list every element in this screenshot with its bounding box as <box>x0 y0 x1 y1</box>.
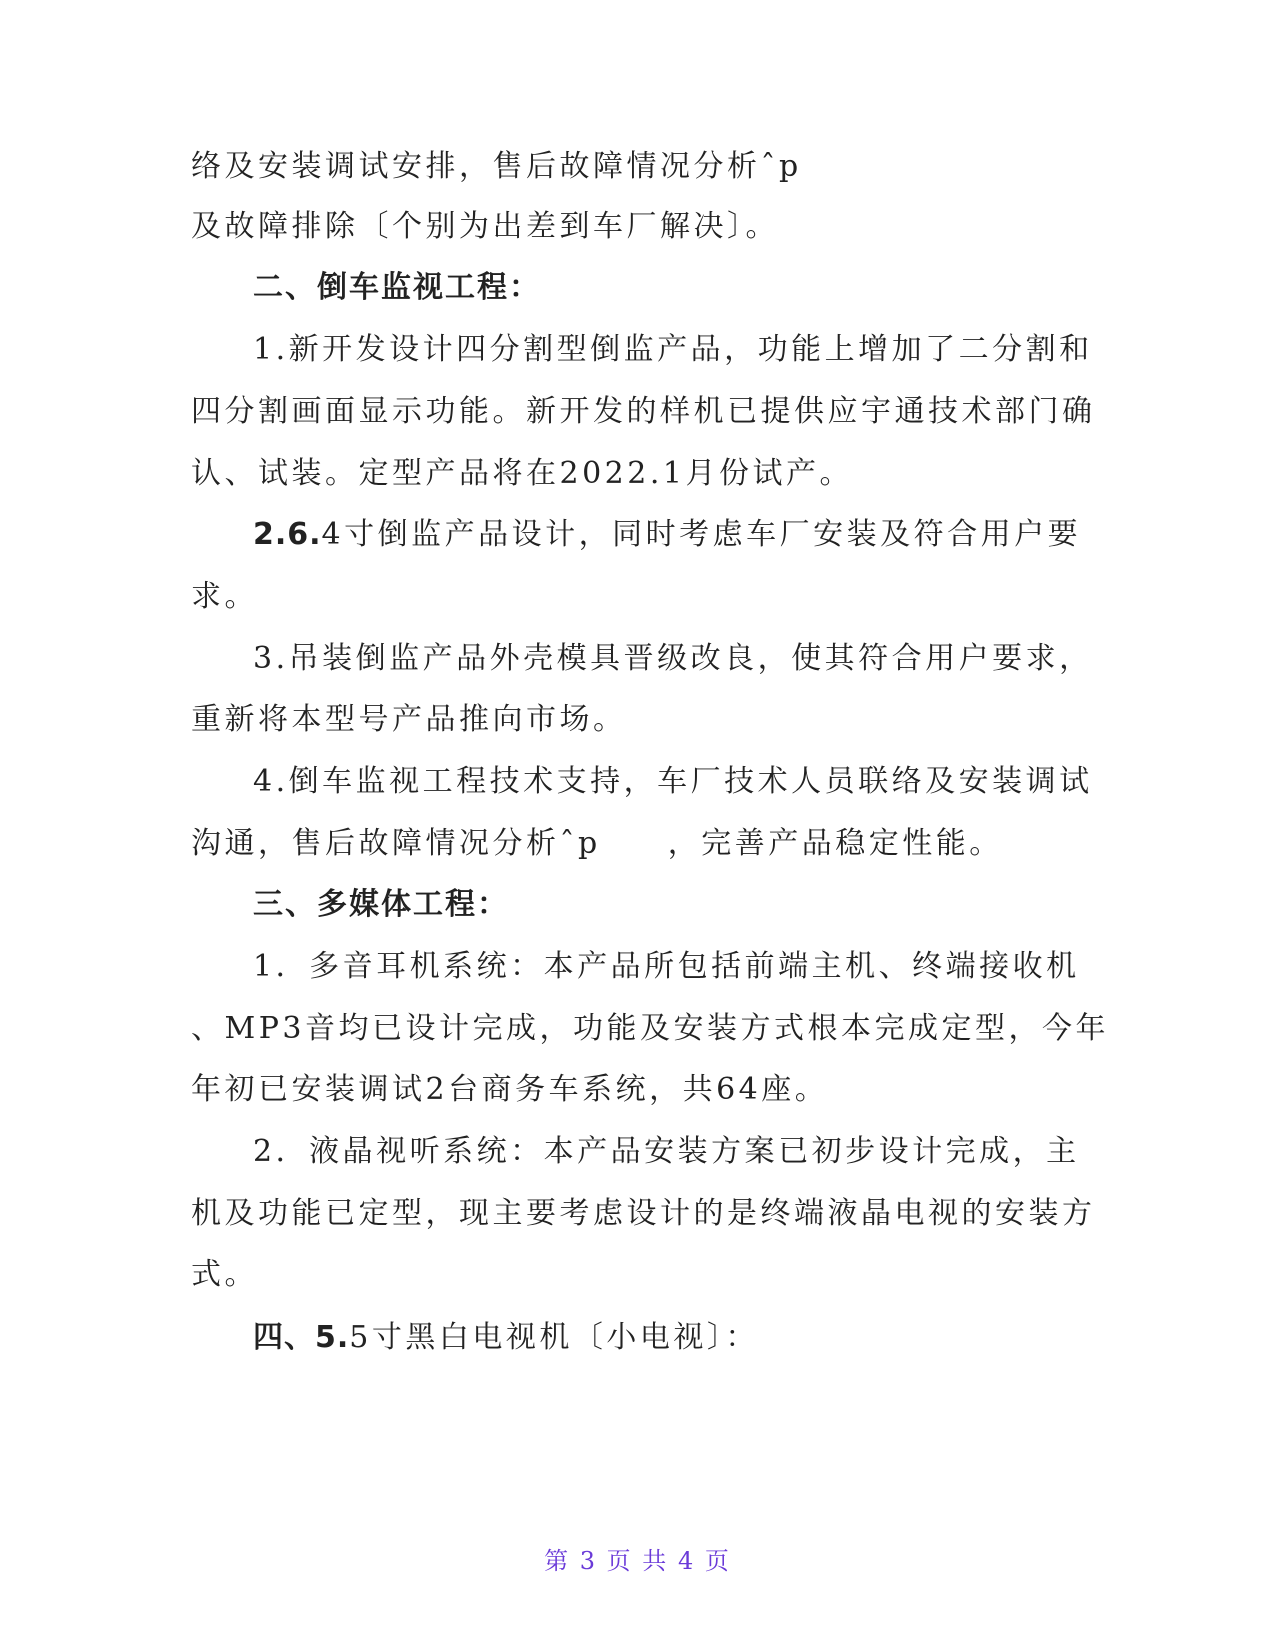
text-line: 年初已安装调试2台商务车系统，共64座。 <box>191 1072 829 1107</box>
section-heading-3: 三、多媒体工程： <box>253 887 509 922</box>
text-line: 2．液晶视听系统：本产品安装方案已初步设计完成，主 <box>253 1134 1080 1169</box>
text-line: 、MP3音均已设计完成，功能及安装方式根本完成定型，今年 <box>191 1011 1109 1046</box>
section-heading-2: 二、倒车监视工程： <box>253 270 541 305</box>
text-line: 四分割画面显示功能。新开发的样机已提供应宇通技术部门确 <box>191 394 1096 429</box>
text-span: 4寸倒监产品设计，同时考虑车厂安装及符合用户要 <box>321 517 1082 552</box>
text-line: 沟通，售后故障情况分析ˆp ，完善产品稳定性能。 <box>191 826 1003 861</box>
text-line: 络及安装调试安排，售后故障情况分析ˆp <box>191 149 802 184</box>
text-line <box>253 513 1153 557</box>
text-line: 认、试装。定型产品将在2022.1月份试产。 <box>191 456 853 491</box>
text-line: 1.新开发设计四分割型倒监产品，功能上增加了二分割和 <box>253 332 1093 367</box>
heading-prefix: 四、5. <box>253 1320 350 1355</box>
text-line: 1．多音耳机系统：本产品所包括前端主机、终端接收机 <box>253 949 1080 984</box>
list-number: 2.6. <box>253 517 322 552</box>
text-line: 4.倒车监视工程技术支持，车厂技术人员联络及安装调试 <box>253 764 1093 799</box>
text-line: 重新将本型号产品推向市场。 <box>191 702 627 737</box>
text-span: 5寸黑白电视机〔小电视〕： <box>349 1320 759 1355</box>
text-line: 及故障排除〔个别为出差到车厂解决〕。 <box>191 209 779 244</box>
section-heading-4 <box>253 1316 1153 1360</box>
text-line: 求。 <box>191 579 258 614</box>
text-line: 机及功能已定型，现主要考虑设计的是终端液晶电视的安装方 <box>191 1196 1096 1231</box>
text-line: 式。 <box>191 1257 258 1292</box>
page-number-footer: 第 3 页 共 4 页 <box>544 1547 731 1575</box>
text-line: 3.吊装倒监产品外壳模具晋级改良，使其符合用户要求， <box>253 641 1093 676</box>
